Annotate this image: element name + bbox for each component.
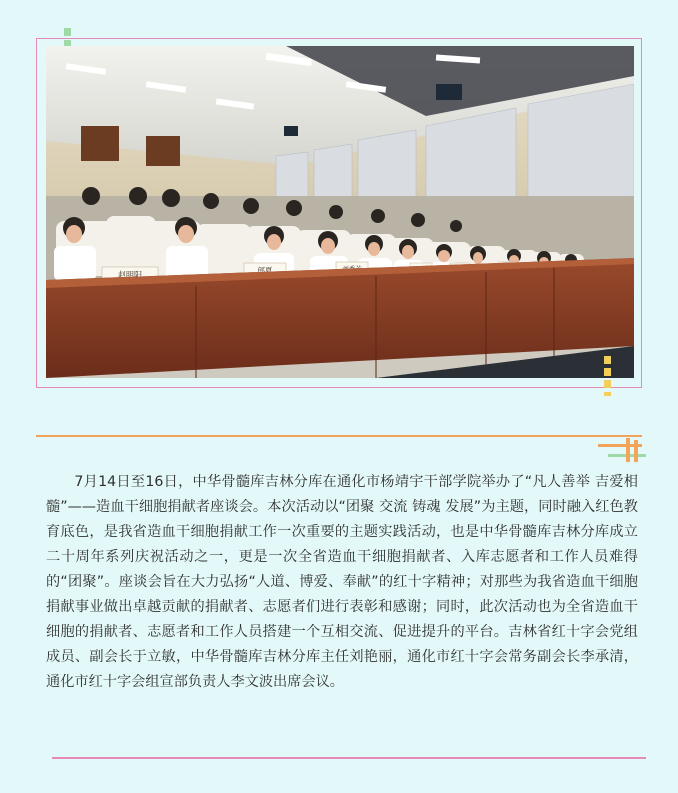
name-card-2: 郎夏	[257, 266, 273, 275]
name-card-1: 赵明阳	[118, 270, 142, 280]
pink-divider	[52, 757, 646, 759]
divider-end-decoration	[598, 436, 648, 466]
article-paragraph: 7月14日至16日，中华骨髓库吉林分库在通化市杨靖宇干部学院举办了“凡人善举 吉爱相髓”——造血干细胞捐献者座谈会。本次活动以“团聚 交流 铸魂 发展”为主题，同时融入红色教育底色，是我省造血干细胞捐献工作一次重要的主题实践活动，也是中华骨髓库吉林分库成立二十周年系列庆祝活动之一，更是一次全省造血干细胞捐献者、入库志愿者和工作人员难得的“团聚”。座谈会旨在大力弘扬“人道、博爱、奉献”的红十字精神；对那些为我省造血干细胞捐献事业做出卓越贡献的捐献者、志愿者们进行表彰和感谢；同时，此次活动也为全省造血干细胞的捐献者、志愿者和工作人员搭建一个互相交流、促进提升的平台。吉林省红十字会党组成员、副会长于立敏，中华骨髓库吉林分库主任刘艳丽，通化市红十字会常务副会长李承清，通化市红十字会组宣部负责人李文波出席会议。	[46, 474, 638, 690]
yellow-dash-decoration	[604, 356, 611, 396]
orange-divider	[36, 435, 642, 437]
meeting-photo	[46, 46, 634, 378]
